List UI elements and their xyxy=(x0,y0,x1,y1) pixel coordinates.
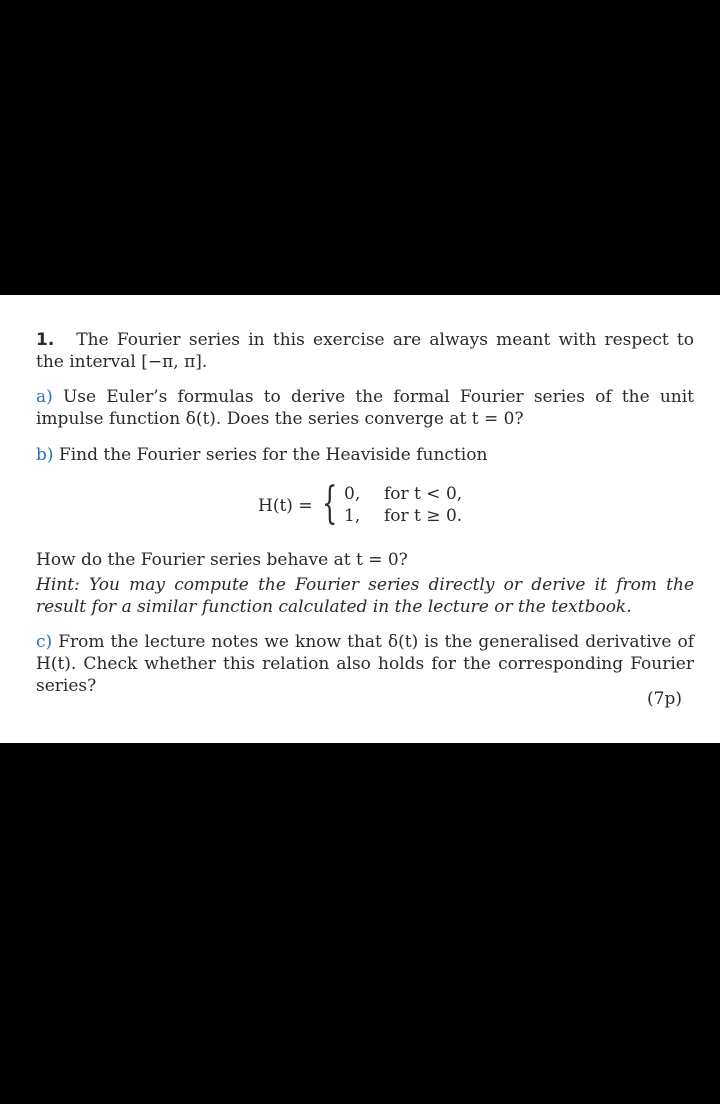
case-0-value: 0, xyxy=(344,484,361,504)
exercise-page xyxy=(0,295,720,743)
hint-label: Hint: xyxy=(36,575,80,595)
case-1-value: 1, xyxy=(344,506,361,526)
exercise-intro-text: The Fourier series in this exercise are always meant with respect to the interval [−π, π]. xyxy=(36,330,694,372)
part-c-text: From the lecture notes we know that δ(t) is the generalised derivative of H(t). Check whether this relation also holds for the corresponding Fourier series? xyxy=(36,632,695,696)
heaviside-equation xyxy=(258,478,498,529)
part-a-label: a) xyxy=(36,387,53,407)
part-a-text: Use Euler’s formulas to derive the formal Fourier series of the unit impulse function δ(t). Does the series converge at t = 0? xyxy=(36,387,695,429)
part-b xyxy=(36,444,694,466)
part-c-label: c) xyxy=(36,632,53,652)
part-a xyxy=(36,386,694,430)
exercise-number: 1. xyxy=(36,330,55,350)
points-label: (7p) xyxy=(647,689,682,709)
part-b-label: b) xyxy=(36,445,54,465)
exercise-intro xyxy=(36,329,694,373)
left-brace-glyph: { xyxy=(322,478,338,529)
question-b: How do the Fourier series behave at t = 0? xyxy=(36,550,408,570)
part-c xyxy=(36,631,694,697)
hint xyxy=(36,574,694,618)
part-b-text: Find the Fourier series for the Heaviside function xyxy=(58,445,488,465)
equation-lhs: H(t) = xyxy=(258,496,313,516)
case-0-condition: for t < 0, xyxy=(384,484,463,504)
hint-text: You may compute the Fourier series directly or derive it from the result for a similar function calculated in the lecture or the textbook. xyxy=(36,575,694,617)
case-1-condition: for t ≥ 0. xyxy=(384,506,463,526)
